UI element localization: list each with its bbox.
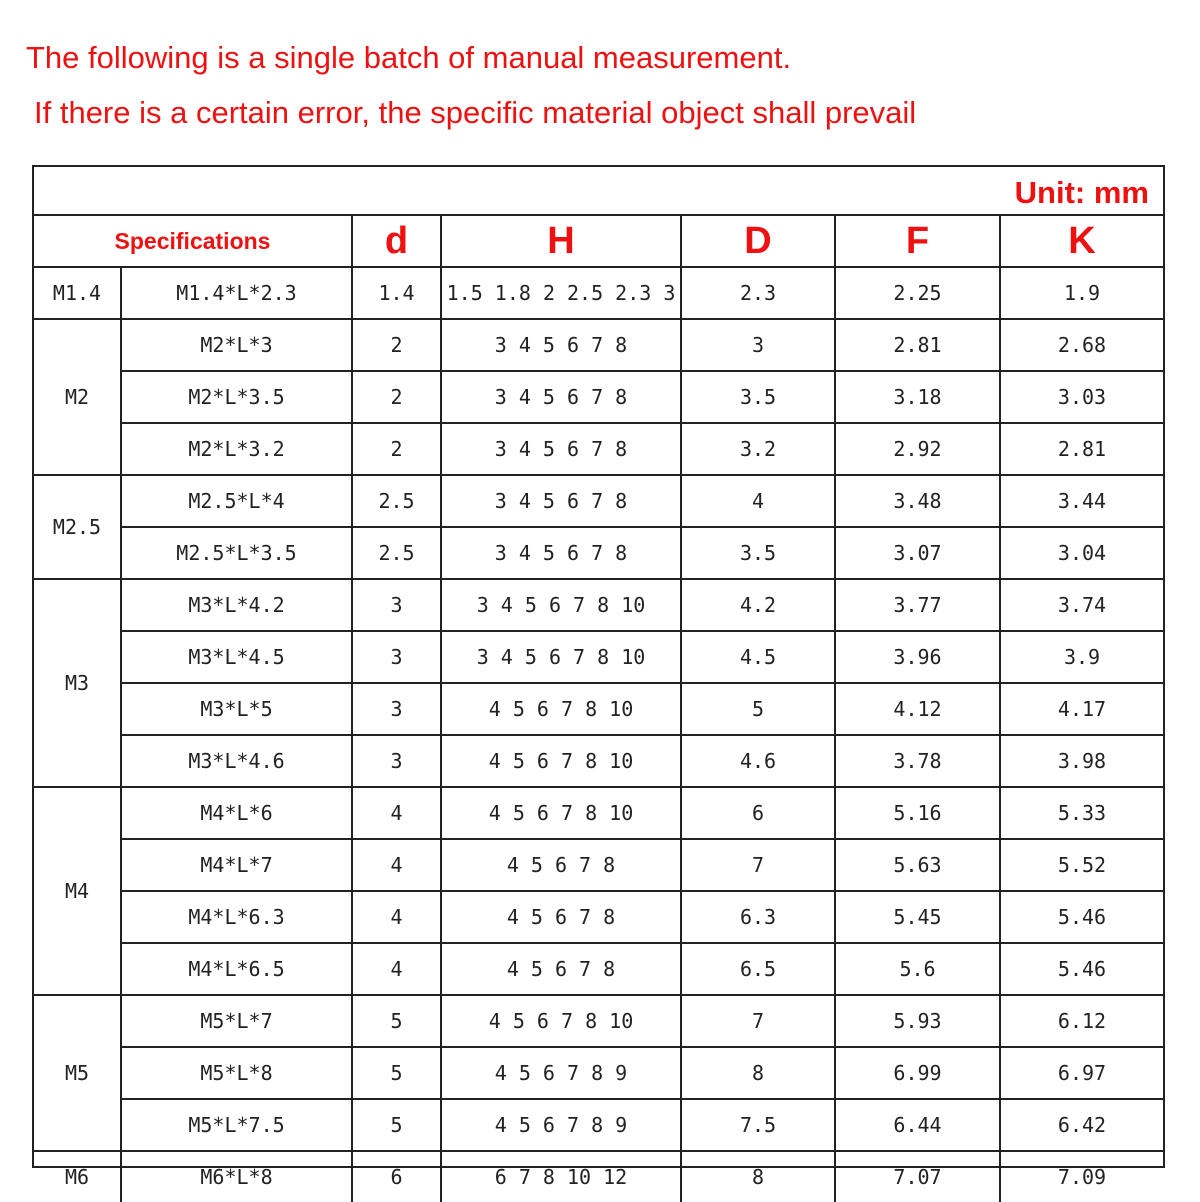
table-row (34, 839, 1163, 891)
table-row (34, 319, 1163, 371)
table-row (34, 267, 1163, 319)
d-cell: 3 (352, 579, 441, 631)
d-upper-cell: 8 (681, 1047, 835, 1099)
d-upper-cell: 7 (681, 995, 835, 1047)
spec-cell: M3*L*5 (121, 683, 352, 735)
k-cell: 5.46 (1000, 943, 1163, 995)
table-row (34, 787, 1163, 839)
size-group-cell: M3 (34, 579, 121, 787)
d-cell: 6 (352, 1151, 441, 1202)
d-cell: 3 (352, 683, 441, 735)
header-d-upper: D (681, 216, 835, 267)
d-cell: 5 (352, 995, 441, 1047)
d-upper-cell: 4.6 (681, 735, 835, 787)
f-cell: 4.12 (835, 683, 1000, 735)
header-h: H (441, 216, 681, 267)
f-cell: 5.45 (835, 891, 1000, 943)
table-row (34, 631, 1163, 683)
d-upper-cell: 3 (681, 319, 835, 371)
d-upper-cell: 3.5 (681, 527, 835, 579)
spec-cell: M5*L*7 (121, 995, 352, 1047)
h-cell: 4 5 6 7 8 (441, 839, 681, 891)
h-cell: 3 4 5 6 7 8 (441, 371, 681, 423)
h-cell: 3 4 5 6 7 8 (441, 423, 681, 475)
d-cell: 5 (352, 1099, 441, 1151)
size-group-cell: M5 (34, 995, 121, 1151)
k-cell: 6.97 (1000, 1047, 1163, 1099)
h-cell: 4 5 6 7 8 (441, 891, 681, 943)
spec-cell: M4*L*6.3 (121, 891, 352, 943)
h-cell: 4 5 6 7 8 9 (441, 1047, 681, 1099)
d-cell: 2 (352, 371, 441, 423)
table-row (34, 995, 1163, 1047)
note-line-1: The following is a single batch of manual measurement. (26, 40, 792, 75)
k-cell: 3.04 (1000, 527, 1163, 579)
size-group-cell: M2.5 (34, 475, 121, 579)
f-cell: 2.92 (835, 423, 1000, 475)
d-cell: 3 (352, 735, 441, 787)
spec-cell: M2.5*L*3.5 (121, 527, 352, 579)
k-cell: 4.17 (1000, 683, 1163, 735)
header-specifications: Specifications (34, 216, 352, 267)
table-row (34, 943, 1163, 995)
size-group-cell: M2 (34, 319, 121, 475)
h-cell: 3 4 5 6 7 8 (441, 319, 681, 371)
spec-grid (34, 216, 1163, 1202)
d-cell: 4 (352, 839, 441, 891)
f-cell: 7.07 (835, 1151, 1000, 1202)
table-row (34, 1099, 1163, 1151)
spec-cell: M2*L*3.5 (121, 371, 352, 423)
table-body (34, 216, 1163, 1202)
k-cell: 6.42 (1000, 1099, 1163, 1151)
k-cell: 5.33 (1000, 787, 1163, 839)
d-upper-cell: 4.2 (681, 579, 835, 631)
header-f: F (835, 216, 1000, 267)
table-row (34, 475, 1163, 527)
k-cell: 7.09 (1000, 1151, 1163, 1202)
k-cell: 3.9 (1000, 631, 1163, 683)
table-row (34, 891, 1163, 943)
table-row (34, 527, 1163, 579)
table-row (34, 683, 1163, 735)
d-upper-cell: 6.3 (681, 891, 835, 943)
spec-cell: M2*L*3.2 (121, 423, 352, 475)
spec-cell: M5*L*8 (121, 1047, 352, 1099)
k-cell: 6.12 (1000, 995, 1163, 1047)
d-cell: 4 (352, 891, 441, 943)
h-cell: 3 4 5 6 7 8 (441, 475, 681, 527)
f-cell: 6.99 (835, 1047, 1000, 1099)
d-upper-cell: 3.2 (681, 423, 835, 475)
spec-cell: M4*L*6 (121, 787, 352, 839)
table-row (34, 579, 1163, 631)
h-cell: 4 5 6 7 8 (441, 943, 681, 995)
spec-cell: M2*L*3 (121, 319, 352, 371)
spec-cell: M1.4*L*2.3 (121, 267, 352, 319)
d-cell: 3 (352, 631, 441, 683)
h-cell: 3 4 5 6 7 8 10 (441, 579, 681, 631)
d-cell: 2.5 (352, 475, 441, 527)
d-upper-cell: 7 (681, 839, 835, 891)
f-cell: 6.44 (835, 1099, 1000, 1151)
d-upper-cell: 3.5 (681, 371, 835, 423)
spec-cell: M4*L*7 (121, 839, 352, 891)
spec-cell: M6*L*8 (121, 1151, 352, 1202)
d-cell: 5 (352, 1047, 441, 1099)
spec-cell: M3*L*4.5 (121, 631, 352, 683)
k-cell: 5.52 (1000, 839, 1163, 891)
h-cell: 3 4 5 6 7 8 (441, 527, 681, 579)
table-row (34, 1151, 1163, 1202)
k-cell: 2.81 (1000, 423, 1163, 475)
f-cell: 3.07 (835, 527, 1000, 579)
spec-cell: M4*L*6.5 (121, 943, 352, 995)
d-upper-cell: 4 (681, 475, 835, 527)
unit-row (34, 167, 1163, 216)
f-cell: 3.18 (835, 371, 1000, 423)
header-k: K (1000, 216, 1163, 267)
h-cell: 6 7 8 10 12 (441, 1151, 681, 1202)
d-upper-cell: 5 (681, 683, 835, 735)
d-upper-cell: 4.5 (681, 631, 835, 683)
f-cell: 3.78 (835, 735, 1000, 787)
d-upper-cell: 6.5 (681, 943, 835, 995)
d-cell: 1.4 (352, 267, 441, 319)
k-cell: 3.98 (1000, 735, 1163, 787)
spec-cell: M2.5*L*4 (121, 475, 352, 527)
f-cell: 5.6 (835, 943, 1000, 995)
note-line-2: If there is a certain error, the specific material object shall prevail (34, 95, 917, 130)
header-row (34, 216, 1163, 267)
unit-label: Unit: mm (1014, 175, 1149, 210)
f-cell: 3.48 (835, 475, 1000, 527)
size-group-cell: M4 (34, 787, 121, 995)
f-cell: 2.25 (835, 267, 1000, 319)
d-cell: 4 (352, 787, 441, 839)
k-cell: 5.46 (1000, 891, 1163, 943)
d-upper-cell: 2.3 (681, 267, 835, 319)
k-cell: 3.44 (1000, 475, 1163, 527)
table-row (34, 735, 1163, 787)
table-row (34, 1047, 1163, 1099)
k-cell: 1.9 (1000, 267, 1163, 319)
h-cell: 4 5 6 7 8 9 (441, 1099, 681, 1151)
h-cell: 1.5 1.8 2 2.5 2.3 3 (441, 267, 681, 319)
f-cell: 5.63 (835, 839, 1000, 891)
h-cell: 3 4 5 6 7 8 10 (441, 631, 681, 683)
f-cell: 5.16 (835, 787, 1000, 839)
k-cell: 3.03 (1000, 371, 1163, 423)
size-group-cell: M1.4 (34, 267, 121, 319)
table-row (34, 371, 1163, 423)
d-cell: 4 (352, 943, 441, 995)
d-cell: 2 (352, 319, 441, 371)
d-upper-cell: 6 (681, 787, 835, 839)
f-cell: 2.81 (835, 319, 1000, 371)
d-upper-cell: 7.5 (681, 1099, 835, 1151)
f-cell: 3.96 (835, 631, 1000, 683)
f-cell: 3.77 (835, 579, 1000, 631)
f-cell: 5.93 (835, 995, 1000, 1047)
d-cell: 2.5 (352, 527, 441, 579)
h-cell: 4 5 6 7 8 10 (441, 787, 681, 839)
spec-cell: M3*L*4.6 (121, 735, 352, 787)
size-group-cell: M6 (34, 1151, 121, 1202)
spec-cell: M5*L*7.5 (121, 1099, 352, 1151)
d-cell: 2 (352, 423, 441, 475)
h-cell: 4 5 6 7 8 10 (441, 683, 681, 735)
spec-cell: M3*L*4.2 (121, 579, 352, 631)
k-cell: 2.68 (1000, 319, 1163, 371)
spec-table (32, 165, 1165, 1189)
k-cell: 3.74 (1000, 579, 1163, 631)
h-cell: 4 5 6 7 8 10 (441, 735, 681, 787)
table-row (34, 423, 1163, 475)
h-cell: 4 5 6 7 8 10 (441, 995, 681, 1047)
header-d: d (352, 216, 441, 267)
d-upper-cell: 8 (681, 1151, 835, 1202)
